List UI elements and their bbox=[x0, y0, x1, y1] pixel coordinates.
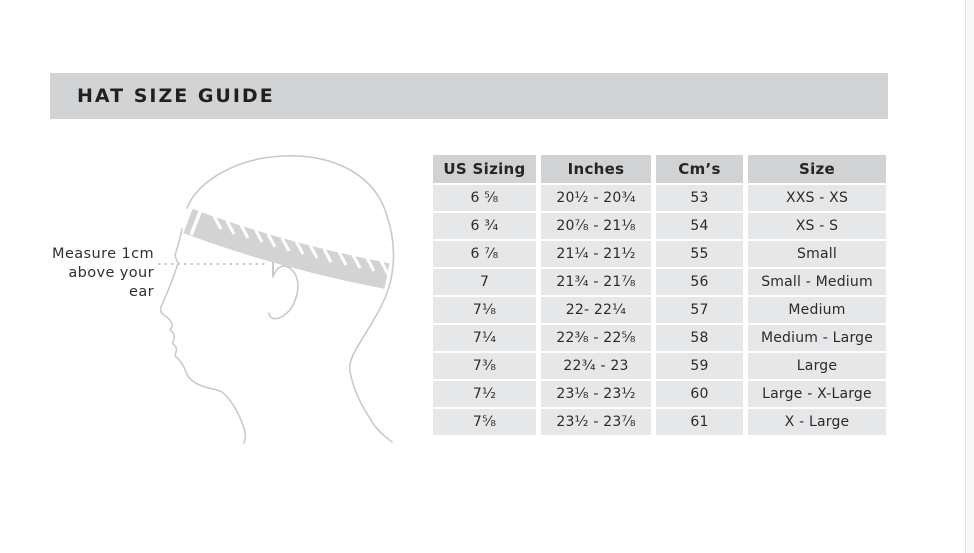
table-cell: 21³⁄₄ - 21⁷⁄₈ bbox=[541, 269, 651, 295]
table-header-cell: US Sizing bbox=[433, 155, 536, 183]
measurement-note bbox=[40, 245, 154, 302]
face-profile-path bbox=[161, 229, 246, 443]
table-header-cell: Inches bbox=[541, 155, 651, 183]
table-cell: Large - X-Large bbox=[748, 381, 886, 407]
table-cell: 61 bbox=[656, 409, 743, 435]
table-cell: 55 bbox=[656, 241, 743, 267]
table-cell: 22³⁄₈ - 22⁵⁄₈ bbox=[541, 325, 651, 351]
table-cell: XS - S bbox=[748, 213, 886, 239]
table-cell: Large bbox=[748, 353, 886, 379]
measurement-note-line2: above your ear bbox=[68, 265, 154, 300]
table-cell: Medium - Large bbox=[748, 325, 886, 351]
table-cell: Small - Medium bbox=[748, 269, 886, 295]
hat-size-table bbox=[433, 155, 886, 435]
table-cell: 6 ⁷⁄₈ bbox=[433, 241, 536, 267]
table-cell: 57 bbox=[656, 297, 743, 323]
table-cell: 23¹⁄₂ - 23⁷⁄₈ bbox=[541, 409, 651, 435]
table-cell: 56 bbox=[656, 269, 743, 295]
scrollbar-track[interactable] bbox=[965, 0, 974, 553]
page-title: HAT SIZE GUIDE bbox=[77, 85, 275, 107]
measurement-note-line1: Measure 1cm bbox=[52, 246, 154, 262]
table-cell: 60 bbox=[656, 381, 743, 407]
table-cell: 7 bbox=[433, 269, 536, 295]
table-cell: XXS - XS bbox=[748, 185, 886, 211]
table-cell: Medium bbox=[748, 297, 886, 323]
table-cell: 7¹⁄₄ bbox=[433, 325, 536, 351]
head-outline-path bbox=[187, 156, 394, 442]
table-cell: 6 ⁵⁄₈ bbox=[433, 185, 536, 211]
head-measurement-illustration bbox=[40, 150, 410, 450]
table-cell: 7⁵⁄₈ bbox=[433, 409, 536, 435]
title-banner bbox=[50, 73, 888, 119]
table-cell: 7¹⁄₂ bbox=[433, 381, 536, 407]
table-cell: 7³⁄₈ bbox=[433, 353, 536, 379]
table-header-cell: Size bbox=[748, 155, 886, 183]
table-cell: X - Large bbox=[748, 409, 886, 435]
table-cell: 20⁷⁄₈ - 21¹⁄₈ bbox=[541, 213, 651, 239]
table-cell: 23¹⁄₈ - 23¹⁄₂ bbox=[541, 381, 651, 407]
table-cell: 22- 22¹⁄₄ bbox=[541, 297, 651, 323]
table-cell: 20¹⁄₂ - 20³⁄₄ bbox=[541, 185, 651, 211]
table-cell: 6 ³⁄₄ bbox=[433, 213, 536, 239]
table-cell: 7¹⁄₈ bbox=[433, 297, 536, 323]
table-cell: 59 bbox=[656, 353, 743, 379]
table-cell: 58 bbox=[656, 325, 743, 351]
table-cell: 22³⁄₄ - 23 bbox=[541, 353, 651, 379]
table-cell: 54 bbox=[656, 213, 743, 239]
table-cell: 53 bbox=[656, 185, 743, 211]
table-cell: Small bbox=[748, 241, 886, 267]
table-cell: 21¹⁄₄ - 21¹⁄₂ bbox=[541, 241, 651, 267]
table-header-cell: Cm’s bbox=[656, 155, 743, 183]
